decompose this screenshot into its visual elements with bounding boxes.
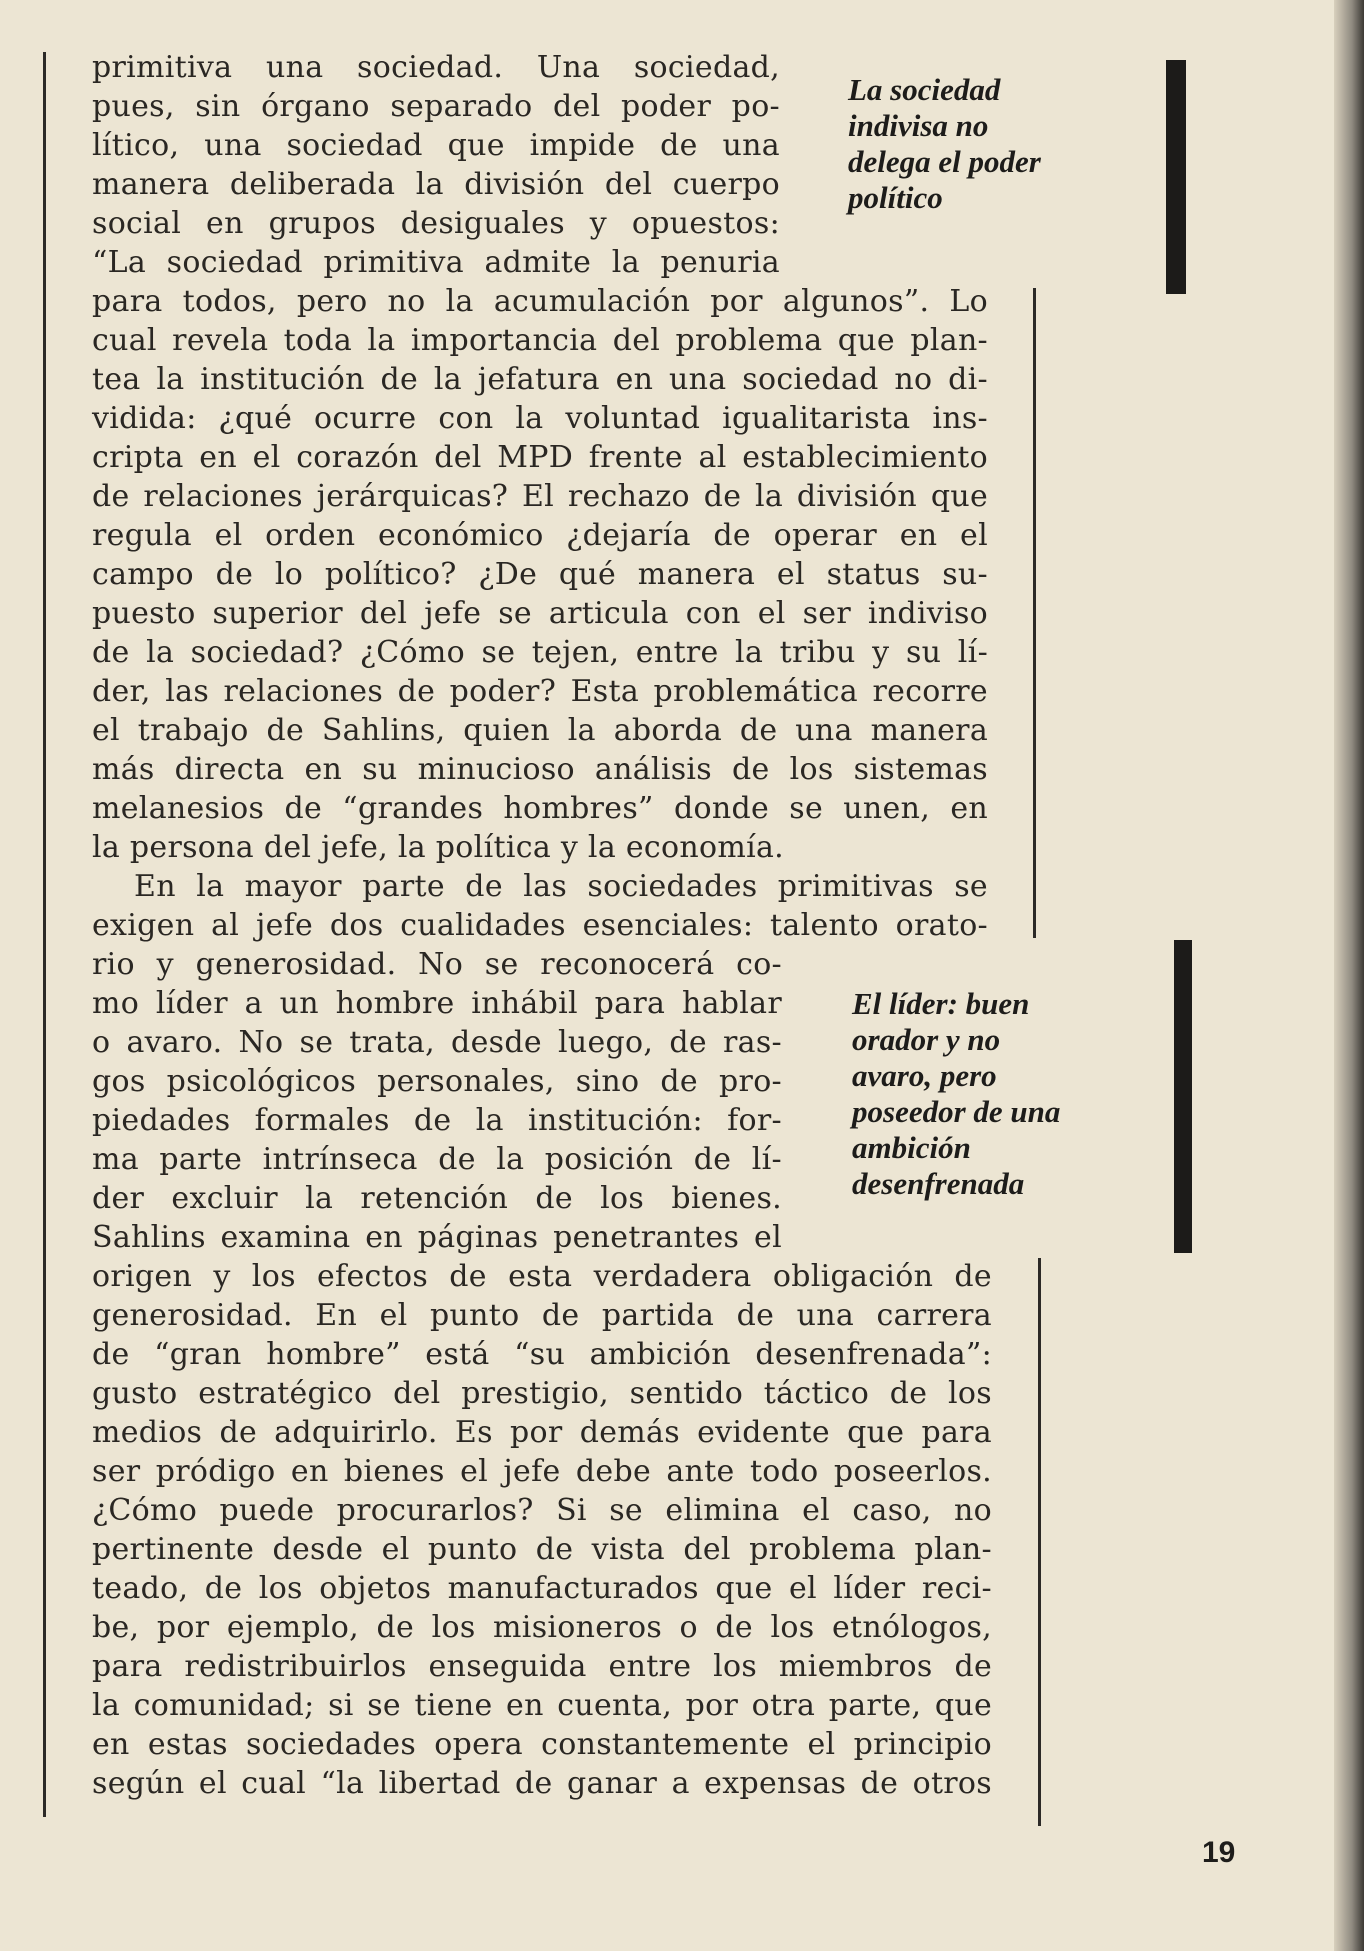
text-line: para redistribuirlos enseguida entre los miembros de [92,1649,992,1684]
text-line: vidida: ¿qué ocurre con la voluntad igualitarista ins- [92,401,988,436]
text-line: der excluir la retención de los bienes. [92,1181,782,1216]
text-line: gusto estratégico del prestigio, sentido táctico de los [92,1376,992,1411]
page-number: 19 [1202,1836,1236,1869]
text-line: pertinente desde el punto de vista del problema plan- [92,1532,992,1567]
sidenote-line: La sociedad [848,72,1001,107]
text-line: de relaciones jerárquicas? El rechazo de la división que [92,479,988,514]
text-line: lítico, una sociedad que impide de una [92,128,780,163]
text-line: según el cual “la libertad de ganar a expensas de otros [92,1766,992,1801]
text-line: para todos, pero no la acumulación por algunos”. Lo [92,284,988,319]
text-line: teado, de los objetos manufacturados que el líder reci- [92,1571,992,1606]
text-line: be, por ejemplo, de los misioneros o de los etnólogos, [92,1610,992,1645]
sidenote-line: político [848,180,943,215]
sidenote-line: indivisa no [848,108,989,143]
text-line: social en grupos desiguales y opuestos: [92,206,780,241]
text-line: generosidad. En el punto de partida de una carrera [92,1298,992,1333]
page-edge [1334,0,1364,1951]
text-line: ma parte intrínseca de la posición de lí- [92,1142,782,1177]
text-line: mo líder a un hombre inhábil para hablar [92,986,782,1021]
text-line: “La sociedad primitiva admite la penuria [92,245,780,280]
text-line: la comunidad; si se tiene en cuenta, por otra parte, que [92,1688,992,1723]
sidenote-bar-2 [1174,940,1192,1253]
text-line: puesto superior del jefe se articula con el ser indiviso [92,596,988,631]
right-rule-2 [1038,1258,1041,1826]
right-rule-1 [1033,288,1036,938]
text-line: ¿Cómo puede procurarlos? Si se elimina el caso, no [92,1493,992,1528]
sidenote-line: poseedor de una [852,1094,1061,1129]
text-line: o avaro. No se trata, desde luego, de ras- [92,1025,782,1060]
text-line: cual revela toda la importancia del problema que plan- [92,323,988,358]
sidenote-bar-1 [1166,60,1186,294]
sidenote-line: orador y no [852,1022,1001,1057]
text-line: más directa en su minucioso análisis de los sistemas [92,752,988,787]
text-line: el trabajo de Sahlins, quien la aborda de una manera [92,713,988,748]
sidenote-line: desenfrenada [852,1166,1025,1201]
text-line: piedades formales de la institución: for- [92,1103,782,1138]
text-line: gos psicológicos personales, sino de pro- [92,1064,782,1099]
text-line: primitiva una sociedad. Una sociedad, [92,50,780,85]
text-line: En la mayor parte de las sociedades primitivas se [134,869,988,904]
sidenote-line: ambición [852,1130,971,1165]
text-line: ser pródigo en bienes el jefe debe ante todo poseerlos. [92,1454,992,1489]
text-line: rio y generosidad. No se reconocerá co- [92,947,782,982]
text-line: origen y los efectos de esta verdadera obligación de [92,1259,992,1294]
text-line: Sahlins examina en páginas penetrantes el [92,1220,782,1255]
sidenote-line: delega el poder [848,144,1041,179]
text-line: la persona del jefe, la política y la economía. [92,830,784,865]
text-line: campo de lo político? ¿De qué manera el status su- [92,557,988,592]
text-line: en estas sociedades opera constantemente el principio [92,1727,992,1762]
sidenote-line: El líder: buen [852,986,1030,1021]
text-line: cripta en el corazón del MPD frente al establecimiento [92,440,988,475]
text-line: der, las relaciones de poder? Esta problemática recorre [92,674,988,709]
sidenote-line: avaro, pero [852,1058,997,1093]
left-rule [43,52,46,1817]
text-line: medios de adquirirlo. Es por demás evidente que para [92,1415,992,1450]
text-line: exigen al jefe dos cualidades esenciales: talento orato- [92,908,988,943]
text-line: tea la institución de la jefatura en una sociedad no di- [92,362,988,397]
text-line: pues, sin órgano separado del poder po- [92,89,780,124]
text-line: manera deliberada la división del cuerpo [92,167,780,202]
text-line: de la sociedad? ¿Cómo se tejen, entre la tribu y su lí- [92,635,988,670]
text-line: regula el orden económico ¿dejaría de operar en el [92,518,988,553]
text-line: melanesios de “grandes hombres” donde se unen, en [92,791,988,826]
text-line: de “gran hombre” está “su ambición desenfrenada”: [92,1337,992,1372]
